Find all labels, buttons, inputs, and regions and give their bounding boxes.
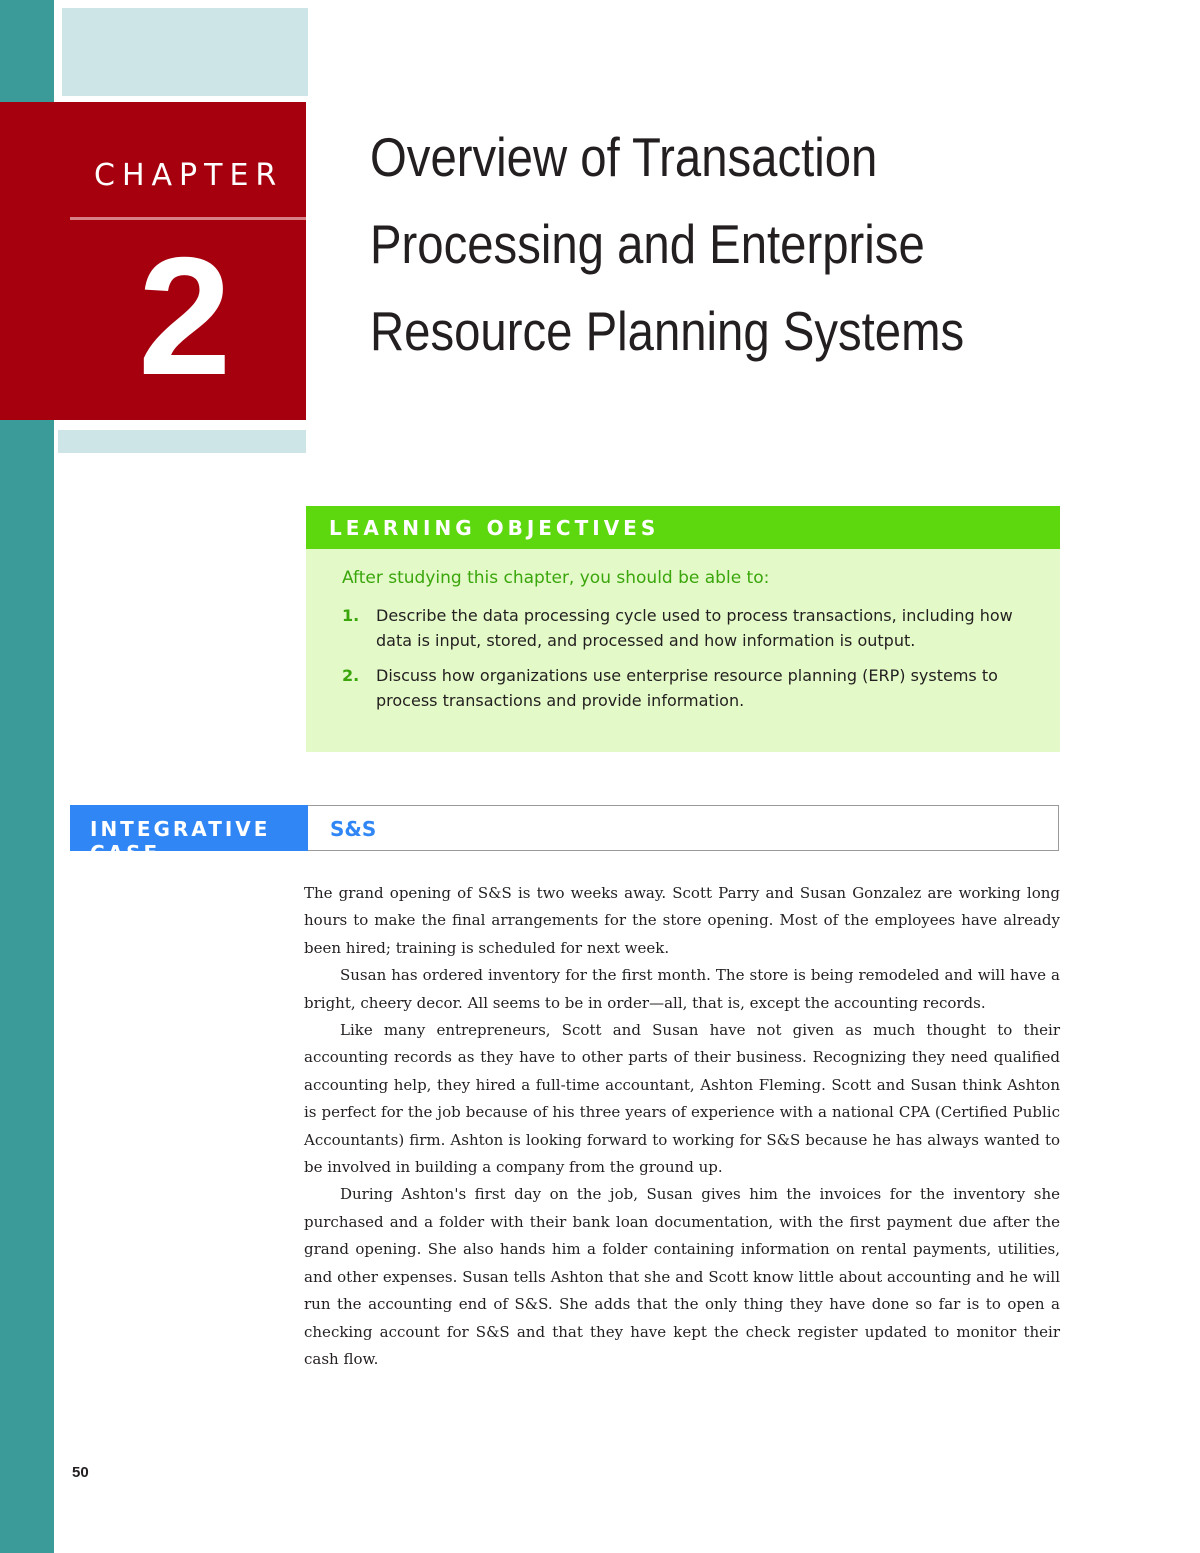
chapter-divider	[70, 217, 306, 220]
chapter-title: Overview of Transaction Processing and Enterprise Resource Planning Systems	[370, 126, 965, 362]
learning-objective-item	[342, 663, 1022, 713]
objective-text: Describe the data processing cycle used to process transactions, including how data is input, stored, and processed and how information is output.	[376, 606, 1013, 650]
integrative-case-bar	[70, 805, 1060, 865]
objective-text: Discuss how organizations use enterprise resource planning (ERP) systems to process transactions and provide information.	[376, 666, 998, 710]
chapter-number: 2	[138, 222, 232, 410]
body-paragraph: During Ashton's first day on the job, Susan gives him the invoices for the inventory she purchased and a folder with their bank loan documentation, with the first payment due after the grand opening. She also hands him a folder containing information on rental payments, utilities, and other expenses. Susan tells Ashton that she and Scott know little about accounting and he will run the accounting end of S&S. She adds that the only thing they have done so far is to open a checking account for S&S and that they have kept the check register updated to monitor their cash flow.	[304, 1185, 1060, 1368]
page-number: 50	[72, 1464, 89, 1481]
chapter-label: CHAPTER	[94, 158, 284, 193]
integrative-case-name-box	[308, 805, 1059, 851]
body-paragraph: Susan has ordered inventory for the first month. The store is being remodeled and will have a bright, cheery decor. All seems to be in order—all, that is, except the accounting records.	[304, 966, 1060, 1012]
case-body-text	[304, 880, 1060, 1373]
objective-number: 2.	[342, 666, 360, 685]
body-paragraph: Like many entrepreneurs, Scott and Susan have not given as much thought to their accounting records as they have to other parts of their business. Recognizing they need qualified accounting help, they hired a full-time accountant, Ashton Fleming. Scott and Susan think Ashton is perfect for the job because of his three years of experience with a national CPA (Certified Public Accountants) firm. Ashton is looking forward to working for S&S because he has always wanted to be involved in building a company from the ground up.	[304, 1021, 1060, 1177]
objective-number: 1.	[342, 606, 360, 625]
integrative-case-label: INTEGRATIVE CASE	[90, 817, 271, 865]
learning-objectives-box	[306, 506, 1060, 752]
integrative-case-name: S&S	[330, 817, 377, 841]
learning-objectives-header	[306, 506, 1060, 549]
learning-objectives-list	[342, 603, 1022, 723]
integrative-case-label-box	[70, 805, 308, 865]
decorative-top-box	[62, 8, 308, 96]
decorative-bottom-box	[58, 430, 306, 453]
learning-objectives-heading: LEARNING OBJECTIVES	[329, 516, 660, 540]
learning-objective-item	[342, 603, 1022, 653]
learning-objectives-intro: After studying this chapter, you should be able to:	[342, 568, 770, 588]
body-paragraph: The grand opening of S&S is two weeks away. Scott Parry and Susan Gonzalez are working long hours to make the final arrangements for the store opening. Most of the employees have already been hired; training is scheduled for next week.	[304, 884, 1060, 957]
